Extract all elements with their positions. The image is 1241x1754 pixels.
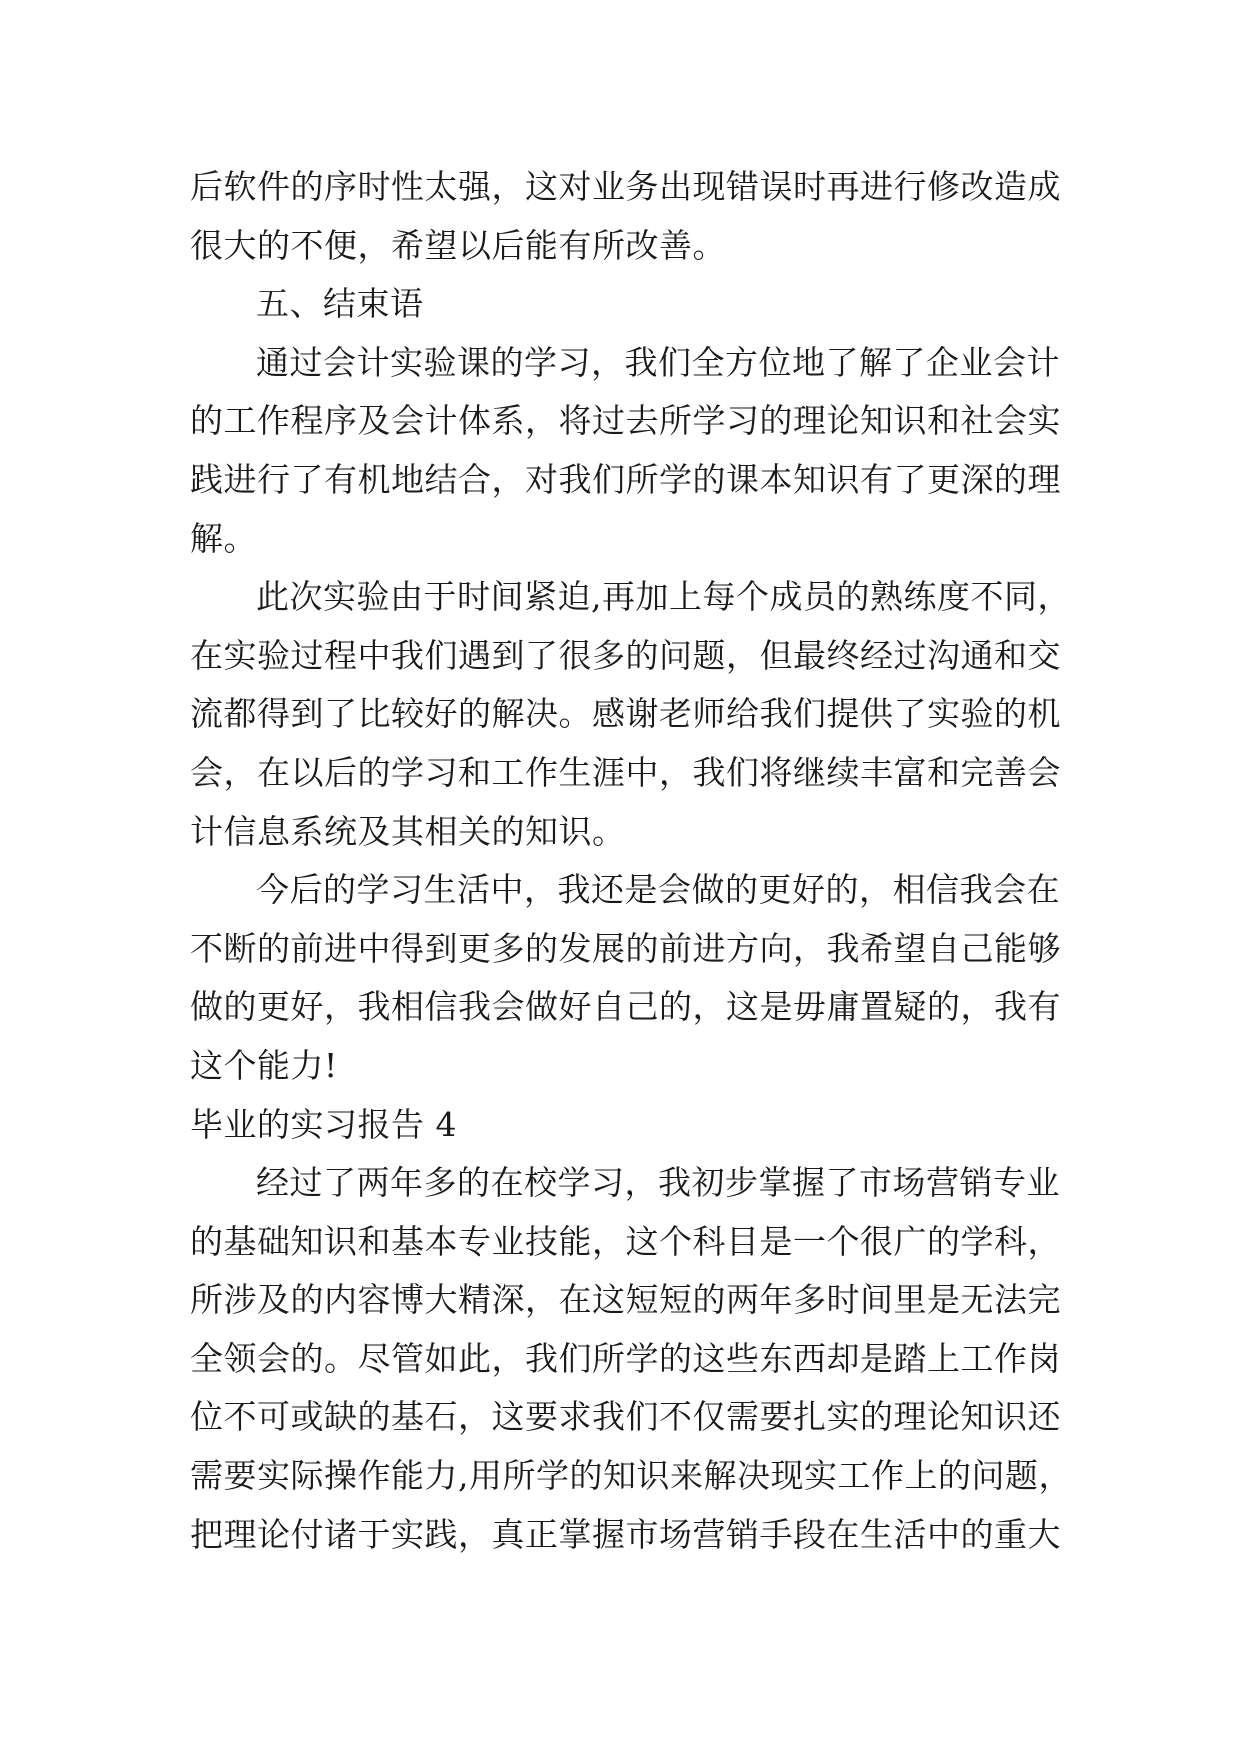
text-line: 经过了两年多的在校学习，我初步掌握了市场营销专业 xyxy=(256,1163,1060,1203)
text-line: 毕业的实习报告 4 xyxy=(190,1104,457,1144)
text-line: 会，在以后的学习和工作生涯中，我们将继续丰富和完善会 xyxy=(190,752,1061,792)
text-line: 位不可或缺的基石，这要求我们不仅需要扎实的理论知识还 xyxy=(190,1397,1061,1437)
text-line: 这个能力! xyxy=(190,1045,338,1085)
text-line: 践进行了有机地结合，对我们所学的课本知识有了更深的理 xyxy=(190,459,1061,499)
document-body xyxy=(190,158,1072,1564)
text-line: 五、结束语 xyxy=(256,284,424,324)
text-line: 的基础知识和基本专业技能，这个科目是一个很广的学科， xyxy=(190,1221,1061,1261)
text-line: 通过会计实验课的学习，我们全方位地了解了企业会计 xyxy=(256,342,1060,382)
text-line: 把理论付诸于实践，真正掌握市场营销手段在生活中的重大 xyxy=(190,1514,1061,1554)
text-line: 解。 xyxy=(190,518,257,558)
text-line: 流都得到了比较好的解决。感谢老师给我们提供了实验的机 xyxy=(190,694,1061,734)
text-line: 需要实际操作能力,用所学的知识来解决现实工作上的问题， xyxy=(190,1456,1072,1496)
text-line: 所涉及的内容博大精深，在这短短的两年多时间里是无法完 xyxy=(190,1280,1061,1320)
text-line: 的工作程序及会计体系，将过去所学习的理论知识和社会实 xyxy=(190,401,1061,441)
text-line: 很大的不便，希望以后能有所改善。 xyxy=(190,225,726,265)
text-line: 后软件的序时性太强，这对业务出现错误时再进行修改造成 xyxy=(190,167,1061,206)
text-line: 计信息系统及其相关的知识。 xyxy=(190,811,626,851)
text-line: 此次实验由于时间紧迫,再加上每个成员的熟练度不同， xyxy=(256,577,1071,617)
text-line: 不断的前进中得到更多的发展的前进方向，我希望自己能够 xyxy=(190,928,1061,968)
text-line: 在实验过程中我们遇到了很多的问题，但最终经过沟通和交 xyxy=(190,635,1061,675)
text-line: 做的更好，我相信我会做好自己的，这是毋庸置疑的，我有 xyxy=(190,987,1061,1027)
text-line: 全领会的。尽管如此，我们所学的这些东西却是踏上工作岗 xyxy=(190,1338,1061,1378)
text-line: 今后的学习生活中，我还是会做的更好的，相信我会在 xyxy=(256,870,1060,910)
